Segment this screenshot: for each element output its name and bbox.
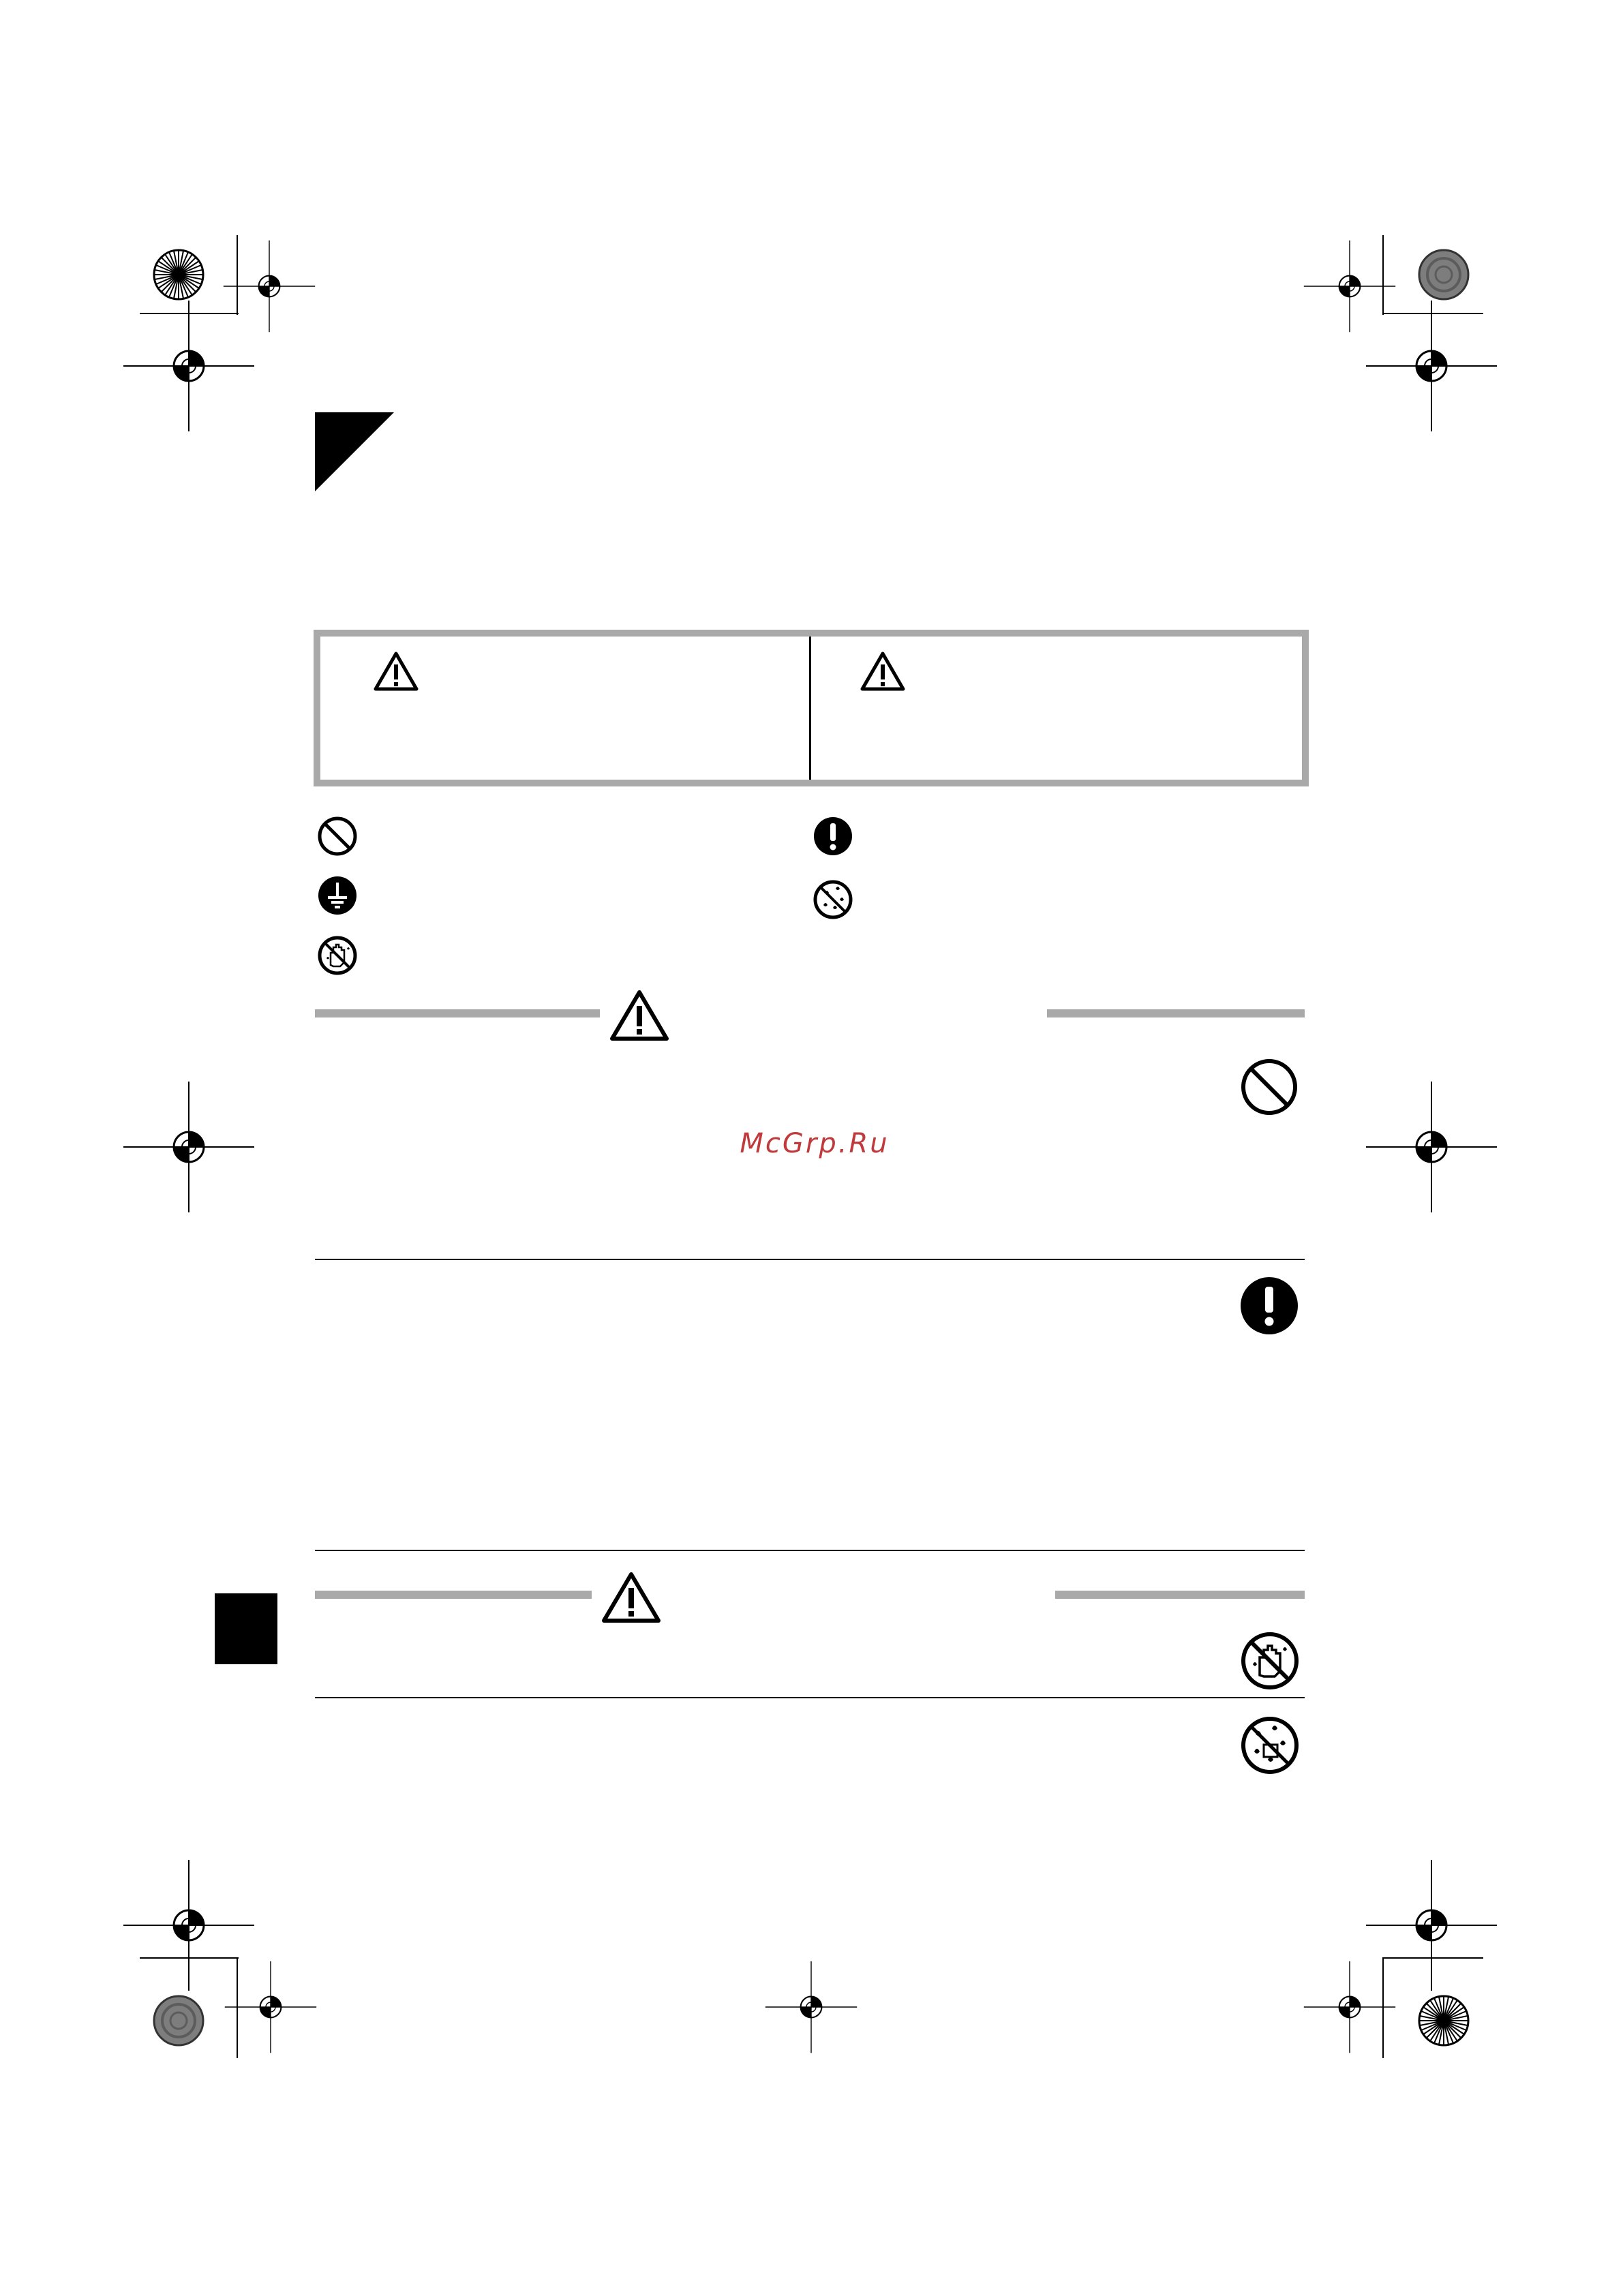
no-water-splash-icon-large	[1241, 1716, 1299, 1775]
language-tab-marker	[215, 1593, 277, 1664]
warning-header-triangle-icon	[609, 990, 669, 1041]
ground-connection-icon	[317, 875, 358, 916]
no-water-splash-icon	[813, 879, 853, 920]
warning-item-divider-2	[315, 1550, 1305, 1551]
caution-header-triangle-icon	[601, 1572, 661, 1623]
caution-header-rule-left	[315, 1591, 592, 1599]
mandatory-exclamation-icon-large	[1240, 1276, 1299, 1335]
gray-target-icon-top-right	[1419, 250, 1468, 299]
warning-item-divider-1	[315, 1259, 1305, 1260]
gray-target-icon-bottom-left	[154, 1996, 203, 2045]
warning-triangle-icon	[374, 651, 419, 692]
caution-header-rule-right	[1055, 1591, 1305, 1599]
no-wet-hands-icon	[317, 935, 358, 976]
starburst-target-icon-top-left	[154, 250, 203, 299]
warning-header-rule-right	[1047, 1009, 1305, 1017]
hazard-legend-divider	[809, 637, 811, 780]
no-wet-hands-icon-large	[1241, 1632, 1299, 1690]
hazard-legend-box	[314, 630, 1309, 786]
watermark-text: McGrp.Ru	[740, 1128, 890, 1159]
prohibition-icon-large	[1241, 1058, 1298, 1116]
starburst-target-icon-bottom-right	[1419, 1996, 1468, 2045]
caution-item-divider-1	[315, 1697, 1305, 1698]
caution-triangle-icon	[860, 651, 905, 692]
mandatory-exclamation-icon	[813, 816, 853, 857]
warning-header-rule-left	[315, 1009, 600, 1017]
section-corner-triangle	[315, 412, 394, 491]
prohibition-icon	[317, 816, 358, 857]
